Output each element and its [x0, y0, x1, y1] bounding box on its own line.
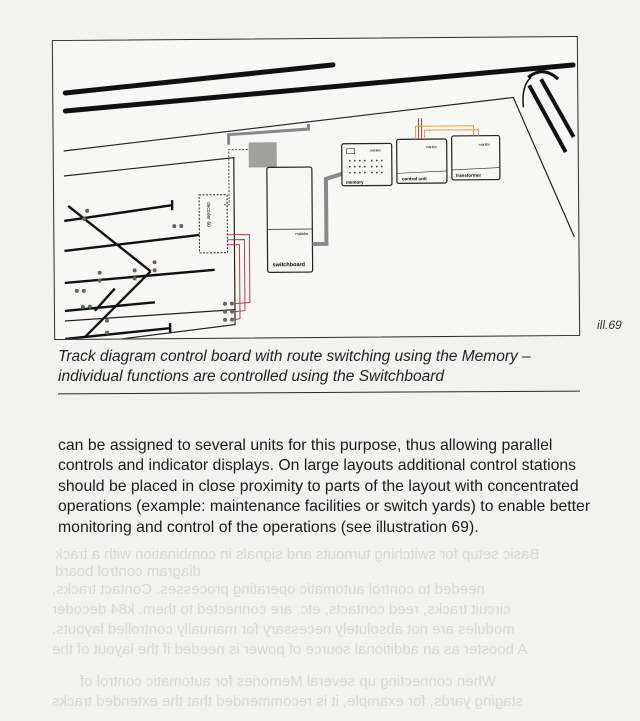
rail-line [65, 65, 573, 111]
svg-text:märklin: märklin [295, 231, 309, 237]
track-diagram [64, 200, 215, 339]
svg-text:märklin: märklin [478, 142, 490, 147]
transformer-label: transformer [455, 172, 482, 178]
track-diagram-illustration [53, 37, 579, 339]
svg-text:märklin: märklin [425, 145, 437, 150]
svg-text:märklin: märklin [369, 148, 382, 153]
body-text [58, 436, 598, 538]
body-paragraph: can be assigned to several units for this purpose, thus allowing parallel controls and indicator displays. On large layouts additional control stations should be placed in close proximity to parts of the layout with concentrated operations (example: maintenance facilities or switch yards) to enable better monitoring and control of the operations (see illustration 69). [58, 437, 591, 536]
bleed-through-line: modules are not absolutely necessary for manually controlled layouts. [52, 621, 515, 638]
decoder-module [199, 195, 227, 253]
switchboard-device [267, 167, 313, 272]
figure-caption [58, 347, 578, 387]
bleed-through-line: circuit tracks, reed contacts, etc. are connected to them. k84 decoder [52, 601, 511, 618]
bleed-through-line: diagram control board [55, 563, 201, 580]
bleed-through-line: A booster as an additional source of power is needed if the layout of the [52, 641, 528, 658]
memory-label: memory [345, 179, 364, 185]
switchboard-label: switchboard [272, 262, 306, 269]
caption-line: individual functions are controlled using the Switchboard [58, 368, 445, 385]
bleed-through-line: Basic setup for switching turnouts and signals in combination with a track [55, 546, 540, 563]
curved-track-symbol [523, 71, 574, 152]
red-wires [227, 235, 250, 320]
illustration-figure [52, 36, 580, 340]
caption-line: Track diagram control board with route switching using the Memory – [58, 348, 531, 365]
bleed-through-line: needed to control automatic operating processes. Contact tracks, [52, 581, 485, 598]
illustration-number: ill.69 [597, 318, 622, 332]
caption-divider [58, 391, 580, 395]
control-unit-label: control unit [401, 176, 427, 182]
bleed-through-line: staging yards, for example, it is recommended that the extended tracks [52, 693, 524, 710]
decoder-label: decoder 60 [205, 201, 212, 227]
bleed-through-line: When connecting up several Memories for automatic control of [80, 673, 497, 690]
